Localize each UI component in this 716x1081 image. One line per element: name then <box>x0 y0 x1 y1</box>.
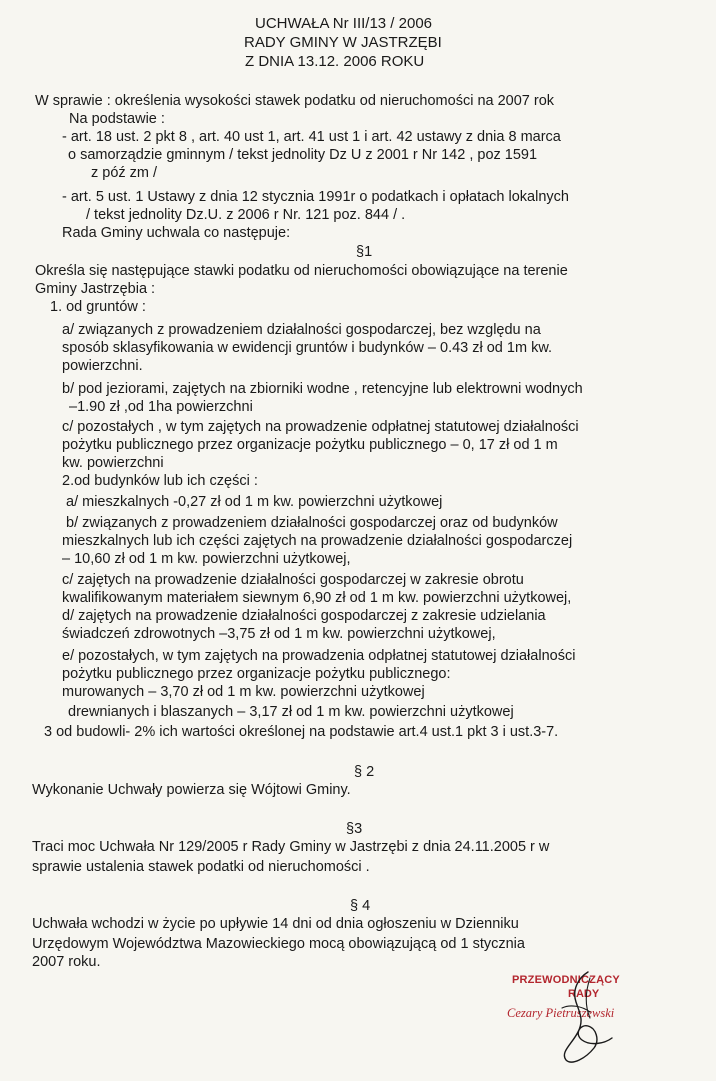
section-1-line: świadczeń zdrowotnych –3,75 zł od 1 m kw. powierzchni użytkowej, <box>62 626 496 642</box>
legal-basis-item: o samorządzie gminnym / tekst jednolity Dz U z 2001 r Nr 142 , poz 1591 <box>68 147 538 163</box>
section-4-heading: § 4 <box>350 898 371 914</box>
section-1-line: powierzchni. <box>62 358 143 374</box>
council-resolves: Rada Gminy uchwala co następuje: <box>62 225 291 241</box>
section-1-line: Gminy Jastrzębia : <box>35 281 156 297</box>
section-1-line: drewnianych i blaszanych – 3,17 zł od 1 m kw. powierzchni użytkowej <box>68 704 514 720</box>
section-1-line: kwalifikowanym materiałem siewnym 6,90 zł od 1 m kw. powierzchni użytkowej, <box>62 590 572 606</box>
section-1-line: 2.od budynków lub ich części : <box>62 473 258 489</box>
section-1-heading: §1 <box>356 244 373 260</box>
section-1-line: Określa się następujące stawki podatku od nieruchomości obowiązujące na terenie <box>35 263 568 279</box>
section-1-line: a/ związanych z prowadzeniem działalności gospodarczej, bez względu na <box>62 322 541 338</box>
section-3-heading: §3 <box>346 821 363 837</box>
section-1-line: murowanych – 3,70 zł od 1 m kw. powierzchni użytkowej <box>62 684 425 700</box>
section-1-line: d/ zajętych na prowadzenie działalności gospodarczej z zakresie udzielania <box>62 608 546 624</box>
section-1-line: sposób sklasyfikowania w ewidencji gruntów i budynków – 0.43 zł od 1m kw. <box>62 340 553 356</box>
section-1-line: b/ pod jeziorami, zajętych na zbiorniki wodne , retencyjne lub elektrowni wodnych <box>62 381 583 397</box>
section-1-line: 3 od budowli- 2% ich wartości określonej na podstawie art.4 ust.1 pkt 3 i ust.3-7. <box>44 724 559 740</box>
section-2-heading: § 2 <box>354 764 375 780</box>
section-1-line: pożytku publicznego przez organizacje pożytku publicznego – 0, 17 zł od 1 m <box>62 437 558 453</box>
legal-basis-item: z póź zm / <box>91 165 158 181</box>
legal-basis-item: - art. 18 ust. 2 pkt 8 , art. 40 ust 1, art. 41 ust 1 i art. 42 ustawy z dnia 8 marca <box>62 129 561 145</box>
stamp-subtitle: RADY <box>568 988 600 1000</box>
section-1-line: e/ pozostałych, w tym zajętych na prowadzenia odpłatnej statutowej działalności <box>62 648 576 664</box>
resolution-date: Z DNIA 13.12. 2006 ROKU <box>245 53 425 70</box>
section-1-line: – 10,60 zł od 1 m kw. powierzchni użytkowej, <box>62 551 351 567</box>
section-1-line: –1.90 zł ,od 1ha powierzchni <box>69 399 253 415</box>
section-4-line: Urzędowym Województwa Mazowieckiego mocą obowiązującą od 1 stycznia <box>32 936 525 952</box>
legal-basis-item: - art. 5 ust. 1 Ustawy z dnia 12 stycznia 1991r o podatkach i opłatach lokalnych <box>62 189 569 205</box>
signature-icon <box>490 968 670 1068</box>
section-1-line: b/ związanych z prowadzeniem działalności gospodarczej oraz od budynków <box>66 515 558 531</box>
council-name: RADY GMINY W JASTRZĘBI <box>244 34 442 51</box>
section-3-line: sprawie ustalenia stawek podatki od nieruchomości . <box>32 859 370 875</box>
section-1-line: c/ zajętych na prowadzenie działalności gospodarczej w zakresie obrotu <box>62 572 524 588</box>
legal-basis-label: Na podstawie : <box>69 111 165 127</box>
section-1-line: c/ pozostałych , w tym zajętych na prowadzenie odpłatnej statutowej działalności <box>62 419 579 435</box>
section-1-line: pożytku publicznego przez organizacje pożytku publicznego: <box>62 666 451 682</box>
section-1-line: mieszkalnych lub ich części zajętych na prowadzenie działalności gospodarczej <box>62 533 573 549</box>
chairman-stamp <box>490 968 670 1068</box>
section-1-line: a/ mieszkalnych -0,27 zł od 1 m kw. powierzchni użytkowej <box>66 494 443 510</box>
section-1-line: kw. powierzchni <box>62 455 164 471</box>
stamp-name: Cezary Pietruszewski <box>507 1006 615 1020</box>
section-2-text: Wykonanie Uchwały powierza się Wójtowi Gminy. <box>32 782 351 798</box>
section-1-line: 1. od gruntów : <box>50 299 146 315</box>
section-4-line: Uchwała wchodzi w życie po upływie 14 dni od dnia ogłoszeniu w Dzienniku <box>32 916 519 932</box>
section-4-line: 2007 roku. <box>32 954 101 970</box>
resolution-number: UCHWAŁA Nr III/13 / 2006 <box>255 15 433 32</box>
subject-line: W sprawie : określenia wysokości stawek podatku od nieruchomości na 2007 rok <box>35 93 555 109</box>
legal-basis-item: / tekst jednolity Dz.U. z 2006 r Nr. 121 poz. 844 / . <box>86 207 406 223</box>
section-3-line: Traci moc Uchwała Nr 129/2005 r Rady Gminy w Jastrzębi z dnia 24.11.2005 r w <box>32 839 550 855</box>
stamp-title: PRZEWODNICZĄCY <box>512 974 620 986</box>
